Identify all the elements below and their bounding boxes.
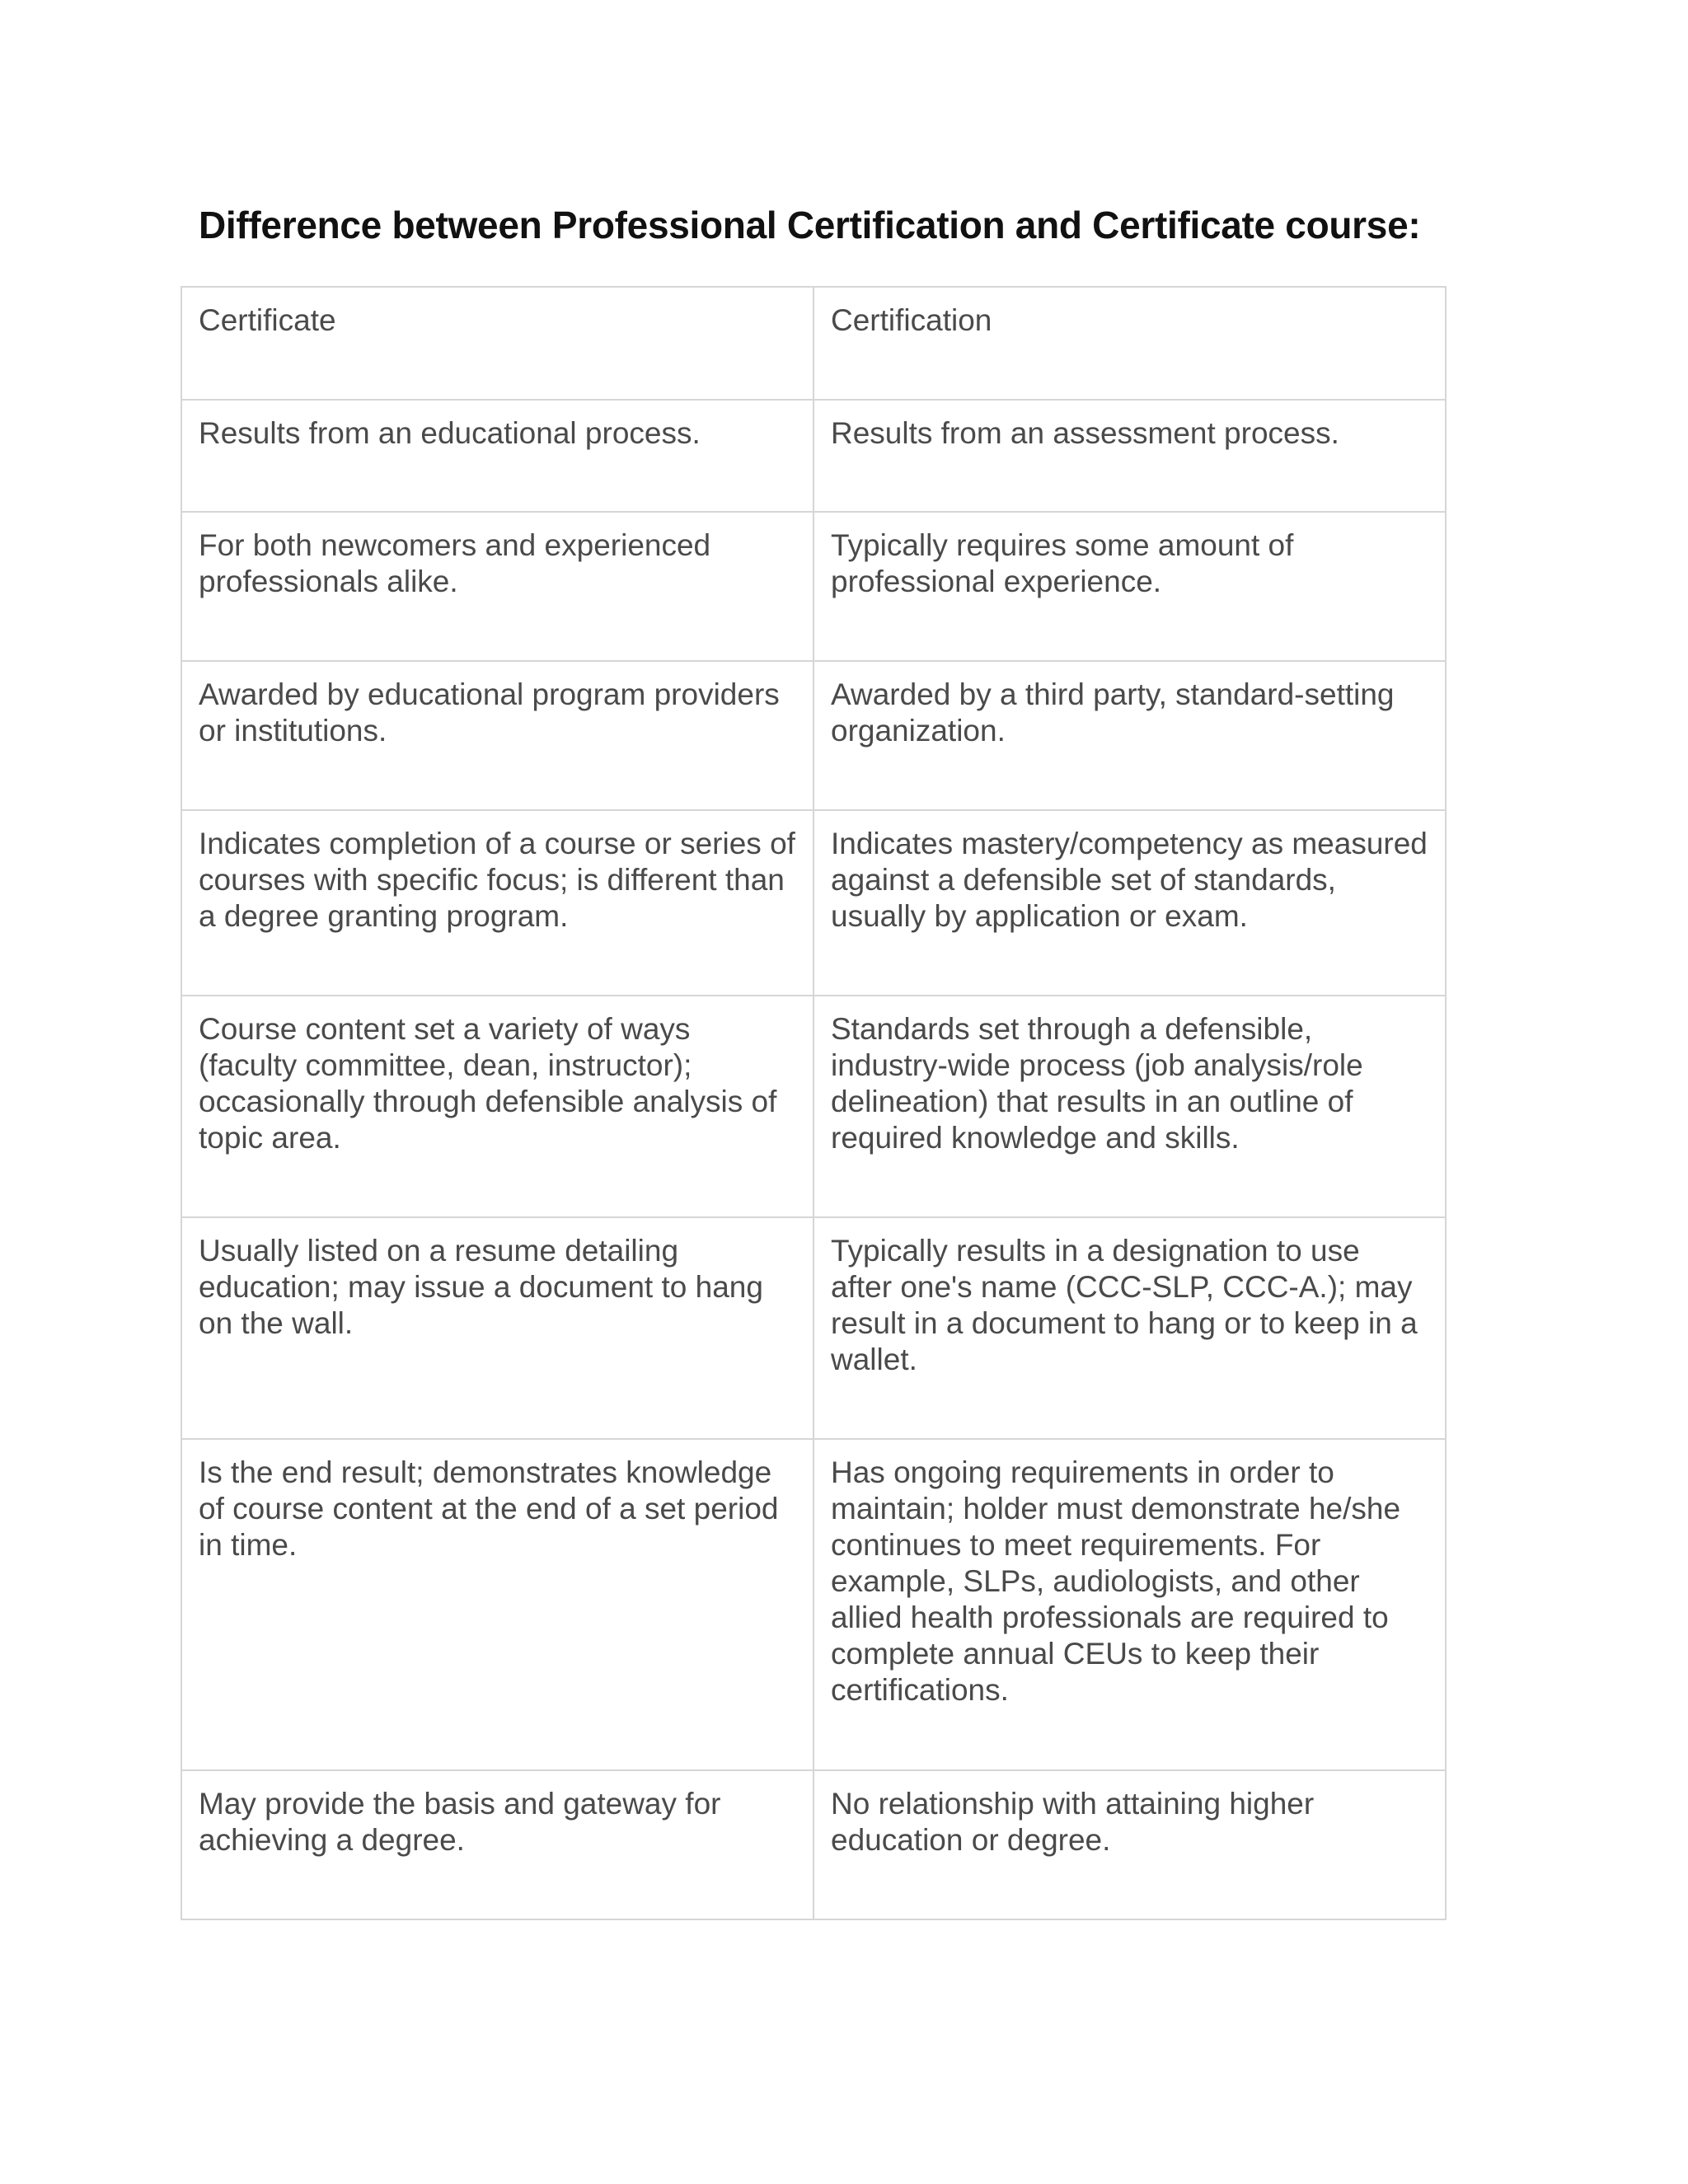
header-cell-certification: Certification xyxy=(814,287,1446,400)
table-row xyxy=(181,1770,1446,1919)
table-cell-certificate: For both newcomers and experienced professionals alike. xyxy=(181,512,814,661)
table-row xyxy=(181,400,1446,512)
table-cell-certification: Typically results in a designation to use after one's name (CCC-SLP, CCC-A.); may result in a document to hang or to keep in a wallet. xyxy=(814,1217,1446,1439)
table-cell-certification: Awarded by a third party, standard-setting organization. xyxy=(814,661,1446,810)
table-cell-certification: Indicates mastery/competency as measured against a defensible set of standards, usually by application or exam. xyxy=(814,810,1446,996)
table-cell-certification: Standards set through a defensible, industry-wide process (job analysis/role delineation) that results in an outline of required knowledge and skills. xyxy=(814,996,1446,1217)
page-title: Difference between Professional Certification and Certificate course: xyxy=(199,204,1421,246)
table-cell-certificate: May provide the basis and gateway for achieving a degree. xyxy=(181,1770,814,1919)
table-cell-certificate: Indicates completion of a course or series of courses with specific focus; is different than a degree granting program. xyxy=(181,810,814,996)
table-cell-certification: No relationship with attaining higher education or degree. xyxy=(814,1770,1446,1919)
table-row xyxy=(181,661,1446,810)
table-cell-certificate: Awarded by educational program providers or institutions. xyxy=(181,661,814,810)
table-row xyxy=(181,996,1446,1217)
table-cell-certificate: Is the end result; demonstrates knowledge of course content at the end of a set period in time. xyxy=(181,1439,814,1770)
table-cell-certificate: Course content set a variety of ways (faculty committee, dean, instructor); occasionally through defensible analysis of topic area. xyxy=(181,996,814,1217)
table-row xyxy=(181,512,1446,661)
table-cell-certification: Has ongoing requirements in order to maintain; holder must demonstrate he/she continues to meet requirements. For example, SLPs, audiologists, and other allied health professionals are required to complete annual CEUs to keep their certifications. xyxy=(814,1439,1446,1770)
table-row xyxy=(181,1217,1446,1439)
table-cell-certification: Typically requires some amount of professional experience. xyxy=(814,512,1446,661)
table-row xyxy=(181,1439,1446,1770)
table-cell-certificate: Usually listed on a resume detailing education; may issue a document to hang on the wall. xyxy=(181,1217,814,1439)
header-cell-certificate: Certificate xyxy=(181,287,814,400)
table-row xyxy=(181,810,1446,996)
comparison-table xyxy=(181,286,1447,1920)
table-cell-certificate: Results from an educational process. xyxy=(181,400,814,512)
table-header-row xyxy=(181,287,1446,400)
table-cell-certification: Results from an assessment process. xyxy=(814,400,1446,512)
